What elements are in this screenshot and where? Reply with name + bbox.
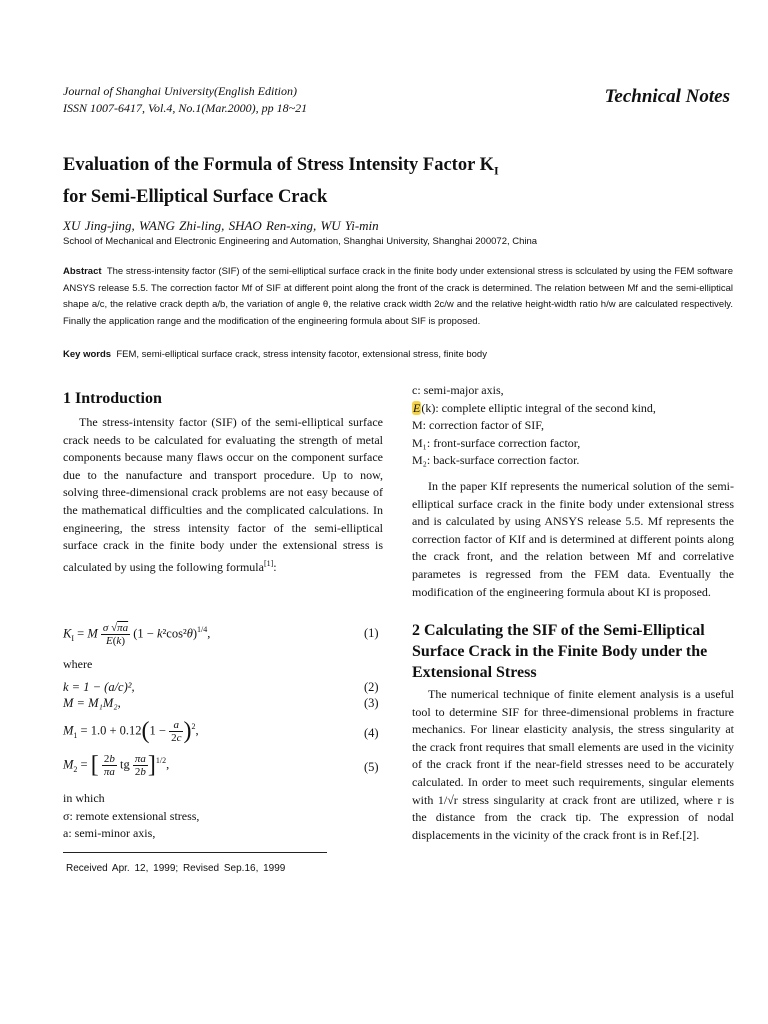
- abstract-label: Abstract: [63, 266, 102, 277]
- scope-text: In the paper KIf represents the numerical solution of the semi-elliptical surface crack in the finite body under extensional stress and is calculated by using ANSYS release 5.5. Mf represents the correction factor of KIf and is determined at different points along the crack front, and the relation between Mf and correlative parametes is regressed from the FEM data. Eventually the modification of the engineering formula about KI is proposed.: [412, 479, 734, 599]
- abstract-text: The stress-intensity factor (SIF) of the semi-elliptical surface crack in the finite body under extensional stress is sclculated by using the FEM software ANSYS release 5.5. The correction factor Mf of SIF at different point along the front of the crack is determined. The relation between Mf and the semi-elliptical shape a/c, the relative crack depth a/b, the variation of angle θ, the relative crack width 2c/w and the relative height-width ratio h/w are calculated respectively. Finally the application range and the modification of the engineering formula about SIF is proposed.: [63, 266, 734, 327]
- paper-title: [63, 152, 703, 210]
- equation-4: $M_1 = 1.0 + 0.12(1$ − $\frac{a}{2c}$ )$^2$,: [63, 718, 199, 744]
- section-heading-introduction: 1 Introduction: [63, 390, 162, 407]
- intro-paragraph: The stress-intensity factor (SIF) of the semi-elliptical surface crack needs to be calculated for evaluating the strength of metal components because many flaws occur on the component surface due to the nanufacture and transport procedure. Up to now, solving three-dimensional crack problems are not easy because of the mathematical difficulties and the complicated calculations. In engineering, the stress intensity factor of the semi-elliptical surface crack in the finite body under the extensional stress is calculated by using the following formula[1]:: [63, 415, 383, 574]
- definitions-list: [412, 382, 734, 470]
- intro-text: The stress-intensity factor (SIF) of the semi-elliptical surface crack needs to be calculated for evaluating the strength of metal components because many flaws occur on the component surface due to the nanufacture and transport procedure. Up to now, solving three-dimensional crack problems are not easy because of the mathematical difficulties and the complicated calculations. In engineering, the stress intensity factor of the semi-elliptical surface crack in the finite body under the extensional stress is calculated by using the following formula: [63, 415, 383, 574]
- keywords-text: FEM, semi-elliptical surface crack, stress intensity facotor, extensional stress, finite body: [116, 349, 487, 360]
- title-subscript: I: [493, 163, 499, 178]
- equation-3-number: (3): [364, 696, 379, 710]
- definition-E: E(k): complete elliptic integral of the second kind,: [413, 400, 656, 415]
- equation-1-number: (1): [364, 626, 379, 640]
- journal-header: [63, 83, 307, 117]
- in-which-label: in which: [63, 791, 105, 805]
- definition-sigma: σ: remote extensional stress,: [63, 809, 200, 823]
- issn-line: ISSN 1007-6417, Vol.4, No.1(Mar.2000), pp 18~21: [63, 101, 308, 115]
- fem-text: The numerical technique of finite element analysis is a useful tool to determine SIF for three-dimensional problems in fracture mechanics. For linear elasticity analysis, the stress singularity at the crack front requires that small elements are used in the vicinity of the crack front if the near-field stresses need to be accurately calculated. In order to meet such requirements, singular elements with 1/√r stress singularity at crack front are utilized, where r is the distance from the crack tip. The expression of nodal displacements in the vicinity of the crack front is in Ref.[2].: [412, 687, 734, 842]
- definition-M2: M₂: back-surface correction factor.: [412, 453, 580, 468]
- definition-M: M: correction factor of SIF,: [412, 418, 544, 433]
- highlighted-symbol: E: [413, 400, 421, 415]
- definition-a: a: semi-minor axis,: [63, 826, 156, 840]
- definition-M1: M₁: front-surface correction factor,: [412, 435, 581, 450]
- keywords: [63, 349, 487, 360]
- keywords-label: Key words: [63, 349, 112, 360]
- abstract: [63, 264, 733, 330]
- fem-paragraph: [412, 686, 734, 844]
- footnote-divider: [63, 852, 327, 853]
- paper-scope-paragraph: [412, 478, 734, 601]
- section-label: Technical Notes: [604, 86, 730, 107]
- affiliation: School of Mechanical and Electronic Engineering and Automation, Shanghai University, Shanghai 200072, China: [63, 236, 538, 247]
- equation-5: $M_2$ = [ $\frac{2b}{\pi a}$ tg $\frac{\pi a}{2b}$ ]$^{1/2}$,: [63, 752, 170, 778]
- title-line-2: for Semi-Elliptical Surface Crack: [63, 186, 328, 207]
- where-label: where: [63, 657, 93, 671]
- definition-c: c: semi-major axis,: [412, 383, 504, 397]
- author-list: XU Jing-jing, WANG Zhi-ling, SHAO Ren-xing, WU Yi-min: [63, 218, 379, 233]
- equation-3: M = M₁M₂,: [63, 696, 121, 710]
- title-line-1: Evaluation of the Formula of Stress Intensity Factor K: [63, 155, 494, 175]
- equation-2: k = 1 − (a/c)²,: [63, 680, 135, 694]
- received-dates: Received Apr. 12, 1999; Revised Sep.16, 1999: [66, 863, 286, 874]
- citation-ref: [1]: [263, 558, 274, 568]
- equation-4-number: (4): [364, 726, 379, 740]
- section-heading-calculating-sif: 2 Calculating the SIF of the Semi-Elliptical Surface Crack in the Finite Body under the Extensional Stress: [412, 622, 708, 681]
- equation-2-number: (2): [364, 680, 379, 694]
- equation-1: $K_I = M$ $\frac{\sigma √\pi a}{E(k)}$ $(1 - k^2\cos^2\theta)^{1/4}$,: [63, 622, 211, 647]
- journal-name: Journal of Shanghai University(English Edition): [63, 84, 297, 98]
- equation-5-number: (5): [364, 760, 379, 774]
